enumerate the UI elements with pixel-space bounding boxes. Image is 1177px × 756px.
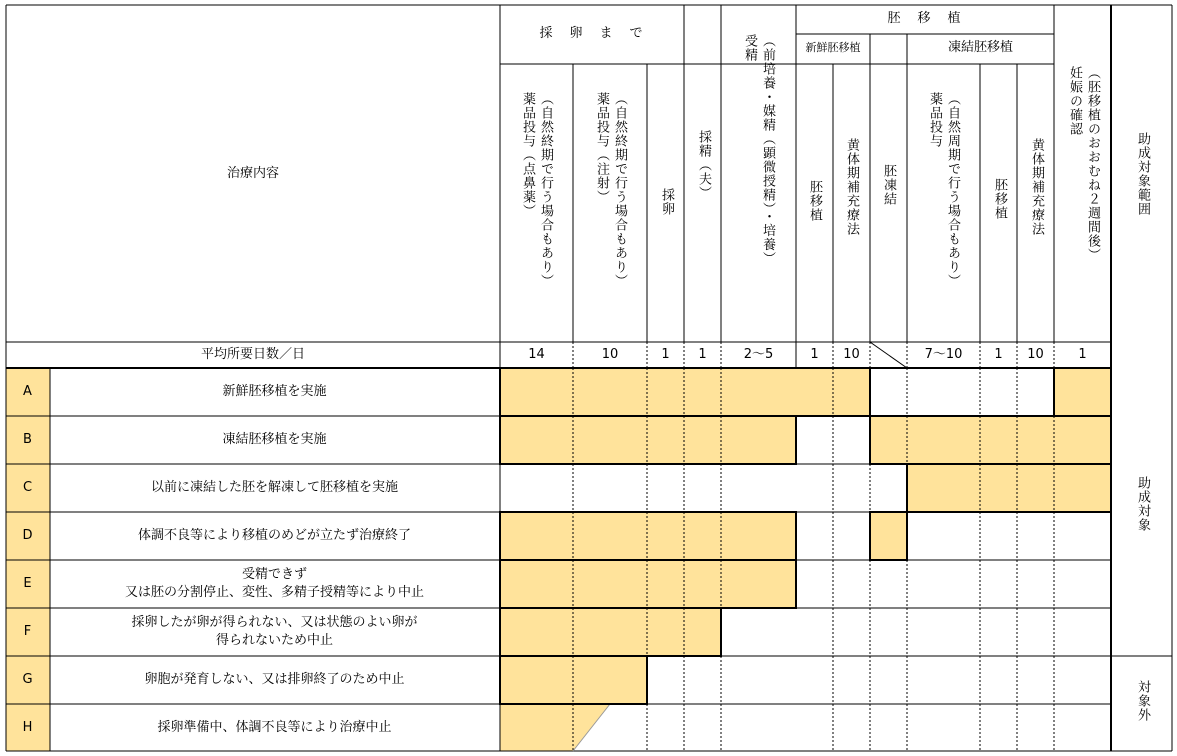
col-label-frozen-drug: （自然周期で行う場合もあり） 薬品投与 xyxy=(927,92,960,288)
days-value: 7〜10 xyxy=(924,347,963,362)
days-value: 10 xyxy=(843,347,860,362)
diagonal-line xyxy=(870,342,907,368)
period-bar xyxy=(907,464,1111,512)
days-value: 1 xyxy=(698,347,707,362)
col-label-frozen-transfer: 胚移植 xyxy=(992,178,1007,220)
days-value: 1 xyxy=(661,347,670,362)
row-text: 以前に凍結した胚を解凍して胚移植を実施 xyxy=(150,479,398,495)
period-bar xyxy=(500,560,796,608)
row-text: 新鮮胚移植を実施 xyxy=(222,384,327,399)
row-id: A xyxy=(23,384,32,399)
days-value: 1 xyxy=(1078,347,1087,362)
days-value: 1 xyxy=(994,347,1003,362)
col-label-fertilization: （前培養・媒精（顕微授精）・培養） 受精 xyxy=(742,34,775,266)
period-bar xyxy=(500,416,796,464)
row-id: C xyxy=(22,479,33,495)
row-id: E xyxy=(23,575,32,591)
col-label-injection-drug: （自然終期で行う場合もあり） 薬品投与（注射） xyxy=(594,92,627,288)
period-bar xyxy=(500,368,870,416)
days-value: 14 xyxy=(528,347,545,362)
row-text: 受精できず 又は胚の分割停止、変性、多精子授精等により中止 xyxy=(124,566,424,600)
days-value: 10 xyxy=(1027,347,1044,362)
period-bar-partial xyxy=(500,704,610,751)
fresh-transfer-header: 新鮮胚移植 xyxy=(805,41,861,54)
col-label-fresh-luteal: 黄体期補充療法 xyxy=(844,138,859,236)
row-text: 体調不良等により移植のめどが立たず治療終了 xyxy=(137,527,411,543)
col-label-fresh-transfer: 胚移植 xyxy=(807,180,822,222)
avg-days-label: 平均所要日数／日 xyxy=(200,347,305,362)
period-bar xyxy=(500,608,721,656)
row-text: 採卵準備中、体調不良等により治療中止 xyxy=(157,719,392,735)
col-label-retrieval: 採卵 xyxy=(659,188,674,216)
row-id: B xyxy=(23,431,32,447)
period-bar xyxy=(870,416,1111,464)
until-retrieval-header: 採 卵 ま で xyxy=(539,26,645,41)
scope-covered: 助成対象 xyxy=(1135,476,1150,532)
col-label-pregnancy: （胚移植のおおむね２週間後） 妊娠の確認 xyxy=(1067,66,1100,262)
row-id: D xyxy=(22,527,33,543)
col-label-sperm: 採精（夫） xyxy=(696,130,711,200)
subsidy-range-header: 助成対象範囲 xyxy=(1135,132,1150,216)
treatment-header: 治療内容 xyxy=(226,166,279,181)
row-text: 卵胞が発育しない、又は排卵終了のため中止 xyxy=(144,671,405,687)
days-value: 10 xyxy=(601,347,619,362)
row-text: 凍結胚移植を実施 xyxy=(222,431,327,447)
row-text: 採卵したが卵が得られない、又は状態のよい卵が 得られないため中止 xyxy=(131,614,418,648)
col-label-nasal-drug: （自然終期で行う場合もあり） 薬品投与（点鼻薬） xyxy=(520,92,553,288)
row-id: G xyxy=(22,671,33,687)
frozen-transfer-header: 凍結胚移植 xyxy=(947,40,1013,55)
period-bar xyxy=(500,512,796,560)
col-label-frozen-luteal: 黄体期補充療法 xyxy=(1029,138,1044,236)
period-bar xyxy=(870,512,907,560)
row-id: H xyxy=(22,719,33,735)
days-value: 2〜5 xyxy=(743,347,774,362)
period-bar xyxy=(1054,368,1111,416)
days-value: 1 xyxy=(810,347,819,362)
row-id: F xyxy=(23,623,32,639)
transfer-header: 胚 移 植 xyxy=(887,11,963,26)
col-label-freeze: 胚凍結 xyxy=(881,164,896,206)
scope-not-covered: 対象外 xyxy=(1135,680,1150,722)
